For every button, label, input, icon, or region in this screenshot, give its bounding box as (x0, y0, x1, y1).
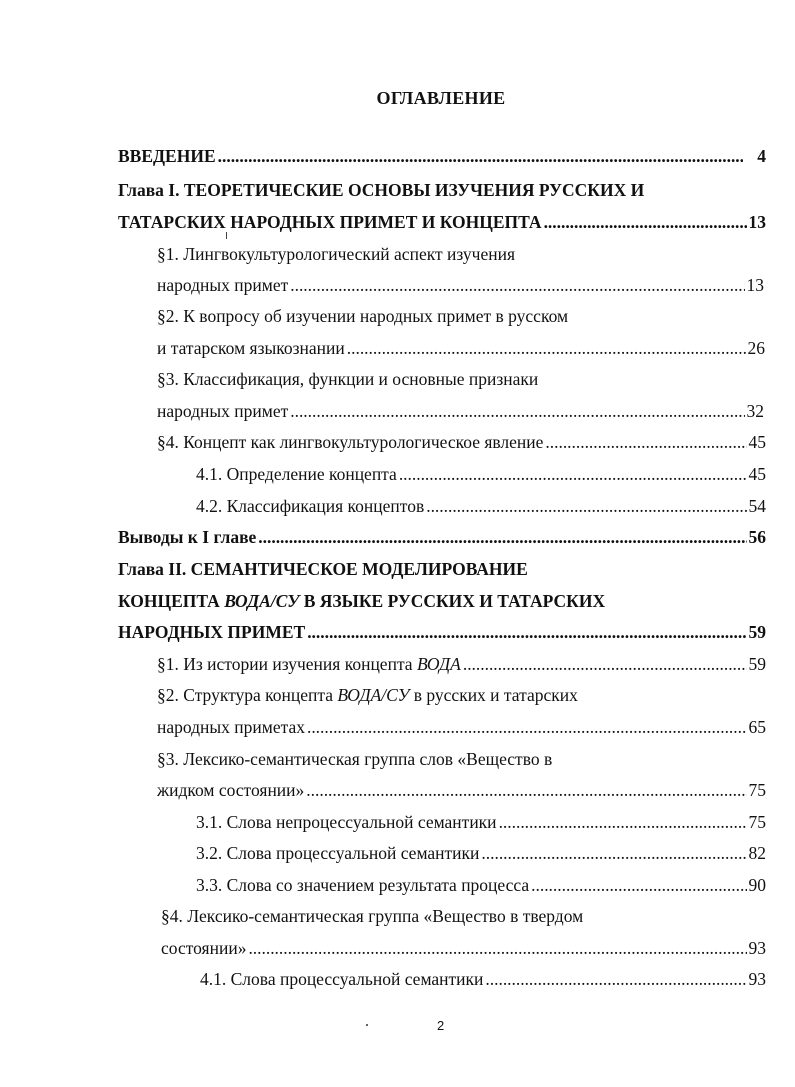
toc-entry-text: 4.1. Определение концепта (196, 464, 397, 484)
toc-entry-text: народных приметах (157, 717, 305, 737)
toc-entry-chapter-2 (118, 559, 528, 591)
toc-entry-page: 82 (748, 843, 766, 863)
toc-entry-text: 3.2. Слова процессуальной семантики (196, 843, 480, 863)
toc-entry-text: жидком состоянии» (157, 780, 305, 800)
leader-dots (481, 843, 746, 864)
toc-entry-page: 32 (746, 401, 764, 421)
toc-entry-ch2-s2 (157, 685, 578, 717)
toc-entry-text: 4.2. Классификация концептов (196, 496, 425, 516)
toc-entry-page: 93 (748, 938, 766, 958)
toc-entry-text: §4. Концепт как лингвокультурологическое явление (157, 432, 544, 452)
toc-entry-conclusions-1 (118, 527, 766, 559)
toc-entry-ch1-s3 (157, 369, 538, 401)
leader-dots (544, 212, 747, 233)
toc-entry-ch1-s1-cont (157, 275, 764, 307)
toc-entry-text: 3.1. Слова непроцессуальной семантики (196, 812, 497, 832)
scan-artifact-dot (366, 1024, 368, 1026)
toc-entry-page: 75 (748, 812, 766, 832)
leader-dots (531, 875, 746, 896)
toc-entry-text: 3.3. Слова со значением результата процесса (196, 875, 530, 895)
toc-entry-page: 45 (748, 432, 766, 452)
toc-entry-text: ТАТАРСКИХ НАРОДНЫХ ПРИМЕТ И КОНЦЕПТА (118, 212, 542, 232)
leader-dots (463, 654, 747, 675)
toc-entry-page: 13 (746, 275, 764, 295)
toc-entry-ch2-s4 (161, 906, 583, 938)
toc-entry-ch2-s4-1 (200, 969, 766, 1001)
leader-dots (306, 780, 746, 801)
toc-entry-page: 26 (747, 338, 765, 358)
toc-entry-text: §1. Лингвокультурологический аспект изучения (157, 244, 516, 264)
toc-entry-ch1-s2-cont (157, 338, 765, 370)
toc-entry-page: 75 (748, 780, 766, 800)
toc-entry-ch2-s3-1 (196, 812, 766, 844)
scan-artifact-mark (226, 232, 227, 239)
toc-entry-page: 90 (748, 875, 766, 895)
toc-entry-ch2-s3-2 (196, 843, 766, 875)
toc-entry-text: 4.1. Слова процессуальной семантики (200, 969, 484, 989)
toc-entry-text: ВВЕДЕНИЕ (118, 146, 216, 166)
toc-entry-text: Глава I. ТЕОРЕТИЧЕСКИЕ ОСНОВЫ ИЗУЧЕНИЯ РУССКИХ И (118, 180, 645, 200)
concept-name-italic: ВОДА (416, 654, 461, 674)
toc-entry-text: §1. Из истории изучения концепта ВОДА (157, 654, 461, 674)
leader-dots (399, 464, 747, 485)
toc-entry-ch1-s1 (157, 244, 515, 276)
toc-entry-ch1-s4-1 (196, 464, 766, 496)
toc-entry-page: 59 (748, 622, 766, 642)
toc-entry-introduction (118, 146, 766, 178)
leader-dots (426, 496, 746, 517)
leader-dots (307, 717, 747, 738)
toc-entry-text: состоянии» (161, 938, 247, 958)
leader-dots (485, 969, 746, 990)
toc-entry-ch2-s2-cont (157, 717, 766, 749)
toc-entry-ch1-s3-cont (157, 401, 764, 433)
leader-dots (499, 812, 747, 833)
leader-dots (258, 527, 746, 548)
toc-entry-chapter-1-cont (118, 212, 766, 244)
toc-entry-page: 45 (748, 464, 766, 484)
toc-entry-text: Выводы к I главе (118, 527, 257, 547)
page-number: 2 (437, 1018, 445, 1033)
leader-dots (347, 338, 746, 359)
toc-entry-ch2-s3-cont (157, 780, 766, 812)
toc-entry-text: НАРОДНЫХ ПРИМЕТ (118, 622, 306, 642)
toc-entry-text: и татарском языкознании (157, 338, 345, 358)
toc-entry-text: КОНЦЕПТА ВОДА/СУ В ЯЗЫКЕ РУССКИХ И ТАТАРСКИХ (118, 591, 606, 611)
leader-dots (290, 401, 744, 422)
toc-entry-ch1-s4-2 (196, 496, 766, 528)
leader-dots (545, 432, 746, 453)
toc-entry-text: народных примет (157, 401, 289, 421)
toc-entry-ch2-s4-cont (161, 938, 766, 970)
leader-dots (307, 622, 746, 643)
toc-entry-ch2-s1 (157, 654, 766, 686)
toc-entry-chapter-2-cont (118, 591, 605, 623)
toc-entry-text: §3. Лексико-семантическая группа слов «Вещество в (157, 749, 553, 769)
toc-entry-text: народных примет (157, 275, 289, 295)
leader-dots (248, 938, 746, 959)
toc-entry-text: Глава II. СЕМАНТИЧЕСКОЕ МОДЕЛИРОВАНИЕ (118, 559, 528, 579)
page-title: ОГЛАВЛЕНИЕ (376, 88, 506, 108)
toc-entry-text: §4. Лексико-семантическая группа «Вещество в твердом (161, 906, 584, 926)
toc-entry-ch1-s2 (157, 306, 568, 338)
leader-dots (290, 275, 744, 296)
toc-entry-page: 13 (748, 212, 766, 232)
toc-entry-ch2-s3-3 (196, 875, 766, 907)
toc-entry-text: §2. К вопросу об изучении народных примет в русском (157, 306, 569, 326)
toc-entry-chapter-2-cont2 (118, 622, 766, 654)
toc-entry-page: 56 (748, 527, 766, 547)
leader-dots (218, 146, 744, 167)
toc-entry-page: 59 (748, 654, 766, 674)
concept-name-italic: ВОДА/СУ (224, 591, 300, 611)
toc-entry-text: §3. Классификация, функции и основные признаки (157, 369, 539, 389)
toc-entry-chapter-1 (118, 180, 644, 212)
toc-entry-page: 4 (757, 146, 766, 166)
concept-name-italic: ВОДА/СУ (337, 685, 410, 705)
toc-entry-text: §2. Структура концепта ВОДА/СУ в русских и татарских (157, 685, 578, 705)
toc-entry-page: 93 (748, 969, 766, 989)
toc-entry-ch1-s4 (157, 432, 766, 464)
toc-entry-ch2-s3 (157, 749, 552, 781)
toc-entry-page: 54 (748, 496, 766, 516)
toc-entry-page: 65 (748, 717, 766, 737)
